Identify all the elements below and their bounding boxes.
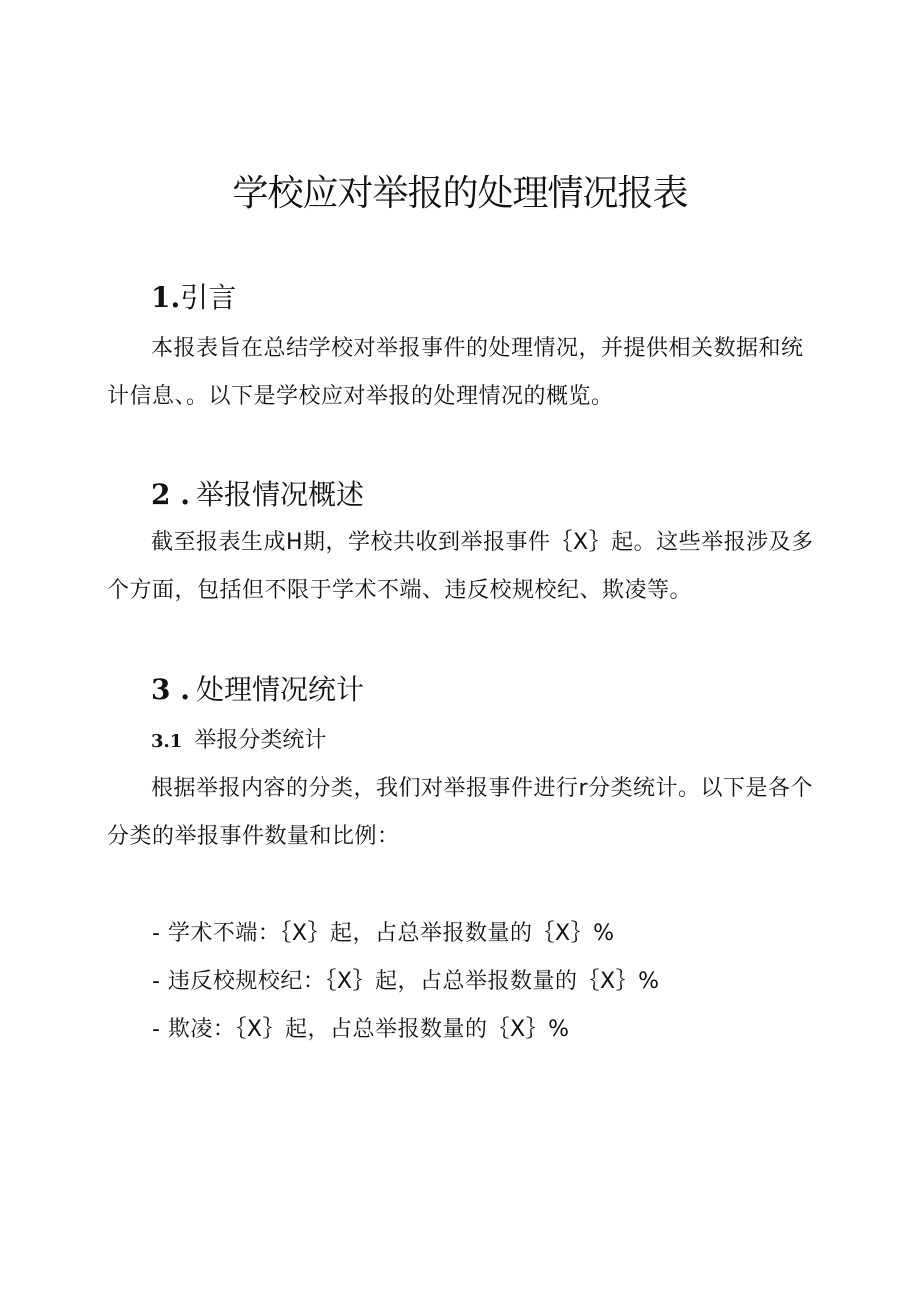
document-title: 学校应对举报的处理情况报表 xyxy=(232,173,688,214)
subsection-heading-classification xyxy=(151,725,326,758)
section-title: 举报情况概述 xyxy=(195,478,364,511)
section-number: 3 . xyxy=(151,673,190,706)
list-item: - 违反校规校纪：｛X｝起，占总举报数量的｛X｝% xyxy=(152,969,660,994)
classification-paragraph: 根据举报内容的分类，我们对举报事件进行r分类统计。以下是各个分类的举报事件数量和比例： xyxy=(107,776,814,849)
section-number: 2 . xyxy=(151,478,190,511)
section-heading-overview xyxy=(151,475,364,515)
subsection-number: 3.1 xyxy=(151,731,183,752)
section-title: 处理情况统计 xyxy=(195,673,364,706)
overview-paragraph: 截至报表生成H期，学校共收到举报事件｛X｝起。这些举报涉及多个方面，包括但不限于学术不端、违反校规校纪、欺凌等。 xyxy=(107,530,814,603)
section-number: 1. xyxy=(151,281,181,314)
classification-list xyxy=(152,916,659,1060)
list-item: - 学术不端：｛X｝起，占总举报数量的｛X｝% xyxy=(152,921,615,946)
section-title: 引言 xyxy=(180,281,237,314)
section-heading-introduction xyxy=(151,278,236,318)
introduction-paragraph: 本报表旨在总结学校对举报事件的处理情况，并提供相关数据和统计信息、。以下是学校应对举报的处理情况的概览。 xyxy=(107,336,804,409)
list-item: - 欺凌：｛X｝起，占总举报数量的｛X｝% xyxy=(152,1017,570,1042)
section-heading-statistics xyxy=(151,670,364,710)
subsection-title: 举报分类统计 xyxy=(194,728,327,753)
